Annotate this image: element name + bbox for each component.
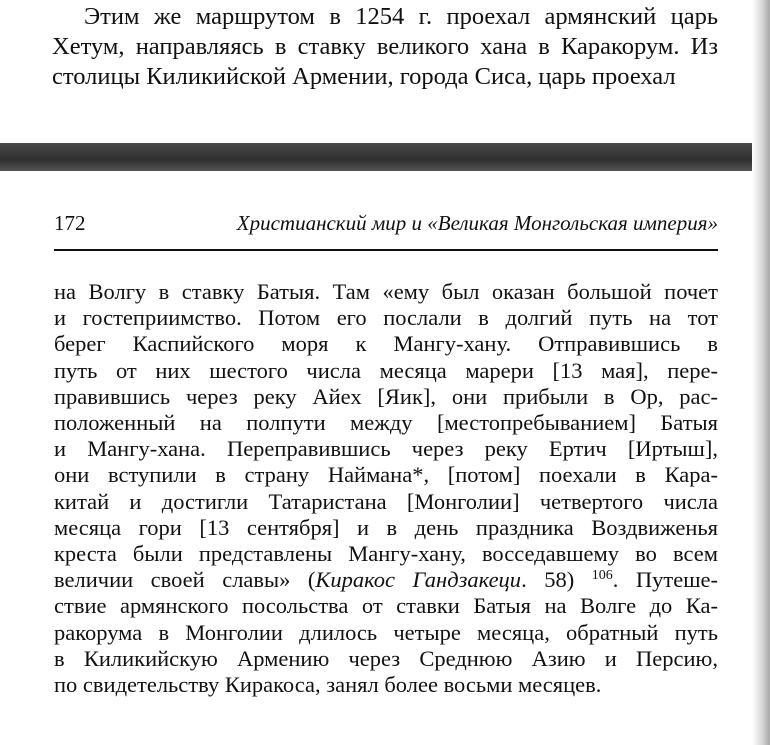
- text-line: и гостеприимство. Потом его послали в долгий путь на тот: [54, 305, 718, 331]
- previous-page-text: [52, 2, 718, 92]
- text-line: и Мангу-хана. Переправившись через реку Ертич [Иртыш],: [54, 436, 718, 462]
- text-line: положенный на полпути между [местопребыванием] Батыя: [54, 410, 718, 436]
- text-run: . Путеше-: [612, 567, 719, 593]
- text-line: на Волгу в ставку Батыя. Там «ему был оказан большой почет: [54, 279, 718, 304]
- citation-author: Киракос Гандзакеци: [315, 567, 522, 593]
- text-line: ракорума в Монголии длилось четыре месяца, обратный путь: [54, 619, 718, 645]
- text-line: Хетум, направляясь в ставку великого хана в Каракорум. Из: [52, 33, 718, 60]
- running-title: Христианский мир и «Великая Монгольская империя»: [236, 211, 718, 235]
- text-line: китай и достигли Татаристана [Монголии] четвертого числа: [54, 488, 718, 514]
- text-line: в Киликийскую Армению через Среднюю Азию и Персию,: [54, 645, 718, 671]
- text-line-with-citation: [54, 567, 718, 593]
- text-line: столицы Киликийской Армении, города Сиса, царь проехал: [52, 63, 676, 90]
- text-line: они вступили в страну Наймана*, [потом] поехали в Кара-: [54, 462, 718, 488]
- current-page: [0, 171, 752, 745]
- page-number: 172: [54, 211, 86, 235]
- text-line: правившись через реку Айех [Яик], они прибыли в Ор, рас-: [54, 383, 718, 409]
- previous-page-fragment: [0, 0, 752, 143]
- text-line: месяца гори [13 сентября] и в день праздника Воздвиженья: [54, 514, 718, 540]
- text-line: путь от них шестого числа месяца марери [13 мая], пере-: [54, 357, 718, 383]
- text-line: по свидетельству Киракоса, занял более восьми месяцев.: [54, 672, 602, 698]
- body-text: [54, 279, 718, 698]
- text-line: ствие армянского посольства от ставки Батыя на Волге до Ка-: [54, 593, 718, 619]
- text-run: величии своей славы» (: [54, 567, 316, 593]
- header-rule: [54, 249, 718, 251]
- footnote-reference[interactable]: 106: [591, 568, 613, 584]
- citation-page: . 58): [521, 567, 575, 593]
- page-divider: [0, 143, 770, 171]
- running-head: [54, 211, 718, 241]
- text-line: берег Каспийского моря к Мангу-хану. Отправившись в: [54, 331, 718, 357]
- text-line: креста были представлены Мангу-хану, восседавшему во всем: [54, 541, 718, 567]
- page-edge-shadow: [752, 0, 770, 745]
- text-line: Этим же маршрутом в 1254 г. проехал армянский царь: [84, 3, 718, 30]
